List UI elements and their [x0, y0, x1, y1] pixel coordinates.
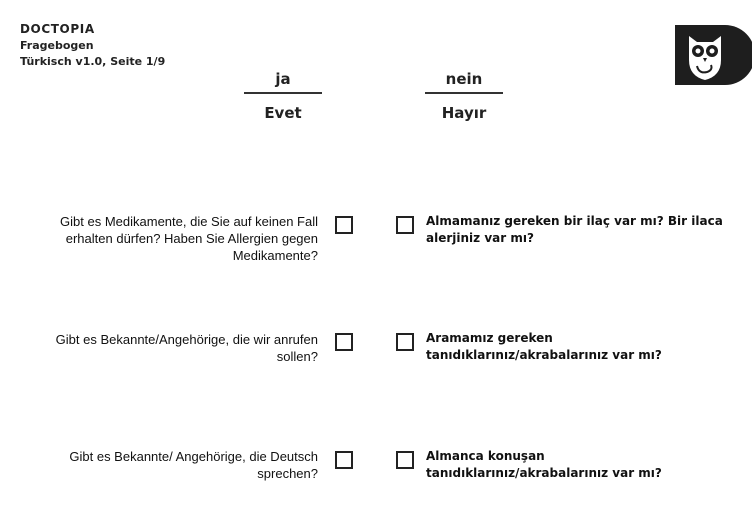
column-no-de: nein [445, 70, 483, 88]
question-3-turkish: Almanca konuşan tanıdıklarınız/akrabalarınız var mı? [426, 449, 662, 480]
column-no-divider [425, 92, 503, 94]
question-1-turkish: Almamanız gereken bir ilaç var mı? Bir ilaca alerjiniz var mı? [426, 214, 723, 245]
question-1-no-checkbox[interactable] [396, 216, 414, 234]
document-version: Türkisch v1.0, Seite 1/9 [20, 55, 166, 68]
question-3-yes-checkbox[interactable] [335, 451, 353, 469]
question-1-yes-checkbox[interactable] [335, 216, 353, 234]
column-header-no [425, 70, 503, 122]
question-2-german: Gibt es Bekannte/Angehörige, die wir anrufen sollen? [55, 332, 318, 364]
question-3-german: Gibt es Bekannte/ Angehörige, die Deutsch sprechen? [69, 449, 318, 481]
column-no-tr: Hayır [441, 104, 487, 122]
question-2-yes-checkbox[interactable] [335, 333, 353, 351]
document-header [20, 22, 165, 68]
owl-logo-icon [675, 25, 752, 85]
document-title: Fragebogen [20, 39, 94, 52]
column-yes-de: ja [275, 70, 291, 88]
column-yes-divider [244, 92, 322, 94]
question-1-german: Gibt es Medikamente, die Sie auf keinen Fall erhalten dürfen? Haben Sie Allergien gegen Medikamente? [60, 214, 318, 263]
question-2-turkish: Aramamız gereken tanıdıklarınız/akrabalarınız var mı? [426, 331, 662, 362]
brand-name: DOCTOPIA [20, 22, 95, 36]
column-yes-tr: Evet [264, 104, 302, 122]
question-3-no-checkbox[interactable] [396, 451, 414, 469]
column-header-yes [244, 70, 322, 122]
question-2-no-checkbox[interactable] [396, 333, 414, 351]
